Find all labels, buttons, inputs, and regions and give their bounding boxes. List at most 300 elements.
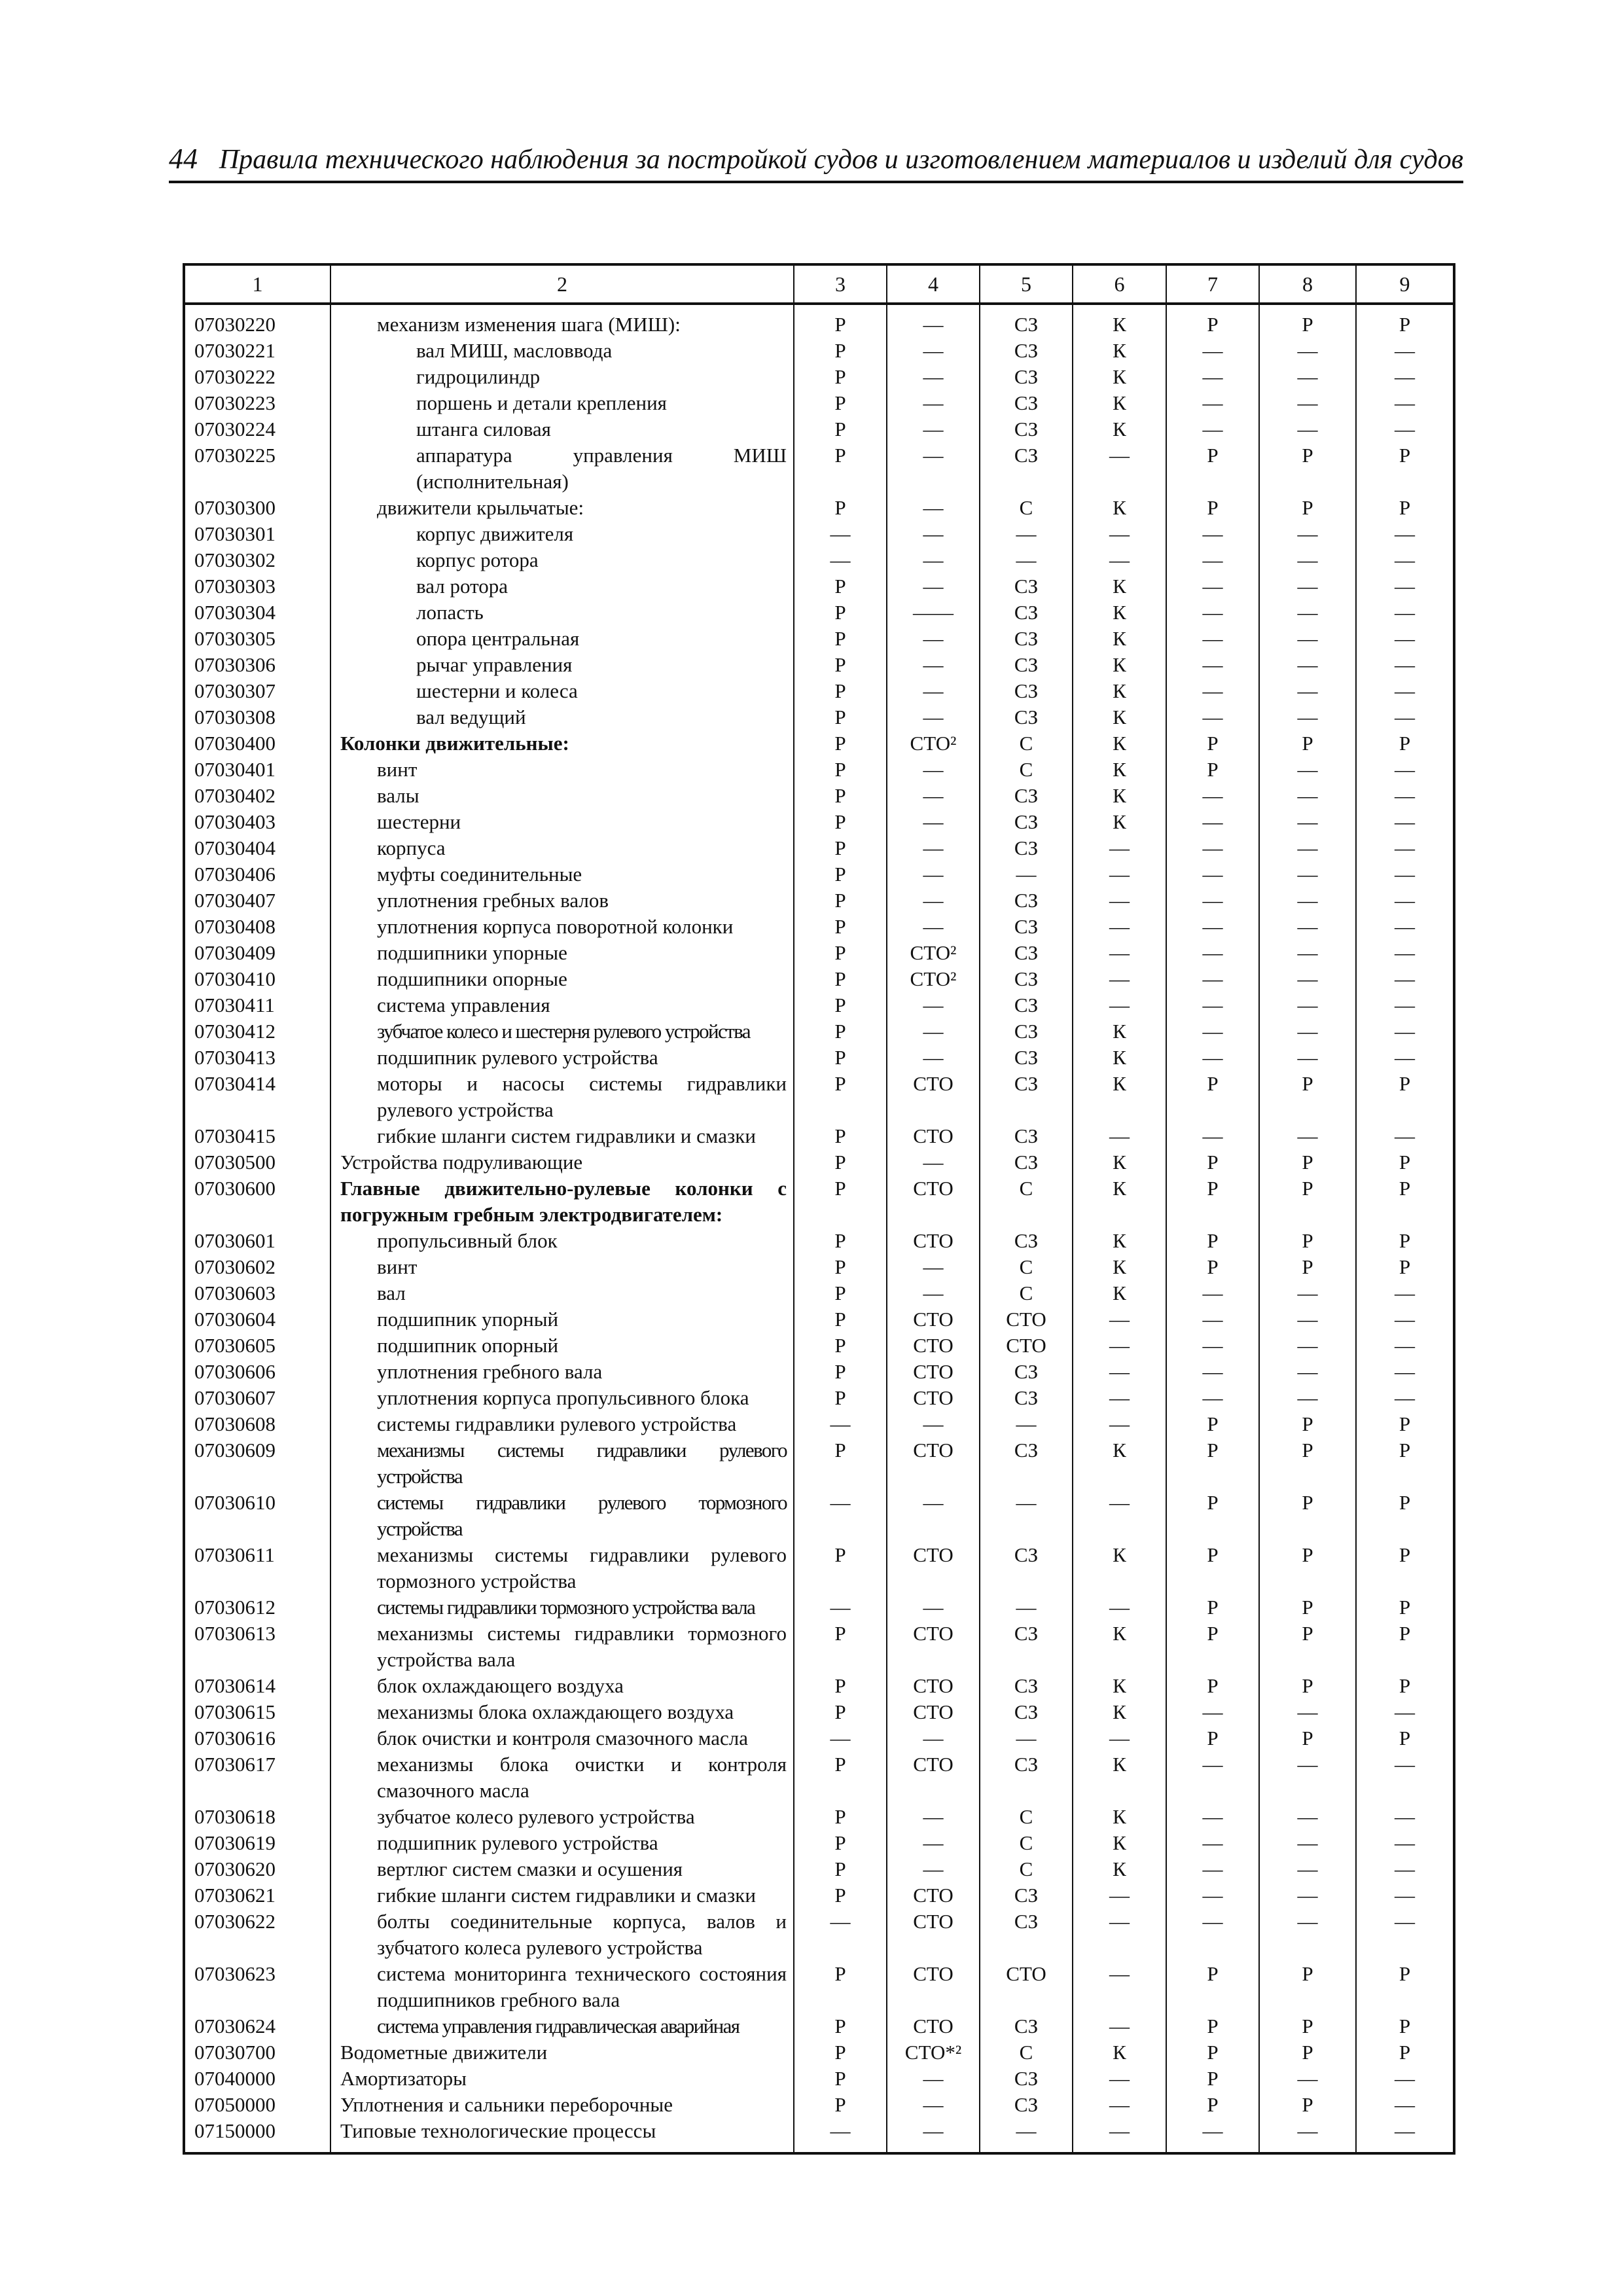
mark-cell: Р xyxy=(1259,1411,1356,1437)
table-row xyxy=(184,1306,1454,1333)
mark-cell: — xyxy=(1356,966,1454,992)
mark-cell: — xyxy=(887,861,980,888)
mark-cell: Р xyxy=(1259,2039,1356,2066)
mark-cell: Р xyxy=(1356,1175,1454,1228)
mark-cell: — xyxy=(1073,547,1166,573)
mark-cell: — xyxy=(1073,966,1166,992)
mark-cell: — xyxy=(1166,704,1259,730)
mark-cell: СТО xyxy=(887,1359,980,1385)
mark-cell: — xyxy=(1259,783,1356,809)
mark-cell: — xyxy=(1356,757,1454,783)
table-row xyxy=(184,1830,1454,1856)
mark-cell: — xyxy=(887,704,980,730)
mark-cell: Р xyxy=(1166,730,1259,757)
mark-cell: — xyxy=(980,547,1073,573)
item-name: Колонки движительные: xyxy=(330,730,794,757)
item-name: механизмы системы гидравлики тормозного устройства вала xyxy=(330,1621,794,1673)
mark-cell: — xyxy=(1166,338,1259,364)
mark-cell: — xyxy=(1259,809,1356,835)
item-name: пропульсивный блок xyxy=(330,1228,794,1254)
mark-cell: Р xyxy=(1166,757,1259,783)
mark-cell: СЗ xyxy=(980,1751,1073,1804)
mark-cell: — xyxy=(1259,1280,1356,1306)
mark-cell: СЗ xyxy=(980,1673,1073,1699)
mark-cell: — xyxy=(887,1725,980,1751)
item-name: механизмы блока охлаждающего воздуха xyxy=(330,1699,794,1725)
mark-cell: — xyxy=(1166,573,1259,600)
item-name: корпус ротора xyxy=(330,547,794,573)
item-code: 07030224 xyxy=(184,416,330,442)
mark-cell: СЗ xyxy=(980,1882,1073,1909)
item-name: уплотнения корпуса пропульсивного блока xyxy=(330,1385,794,1411)
table-row xyxy=(184,1673,1454,1699)
item-name: система управления гидравлическая аварийная xyxy=(330,2013,794,2039)
table-row xyxy=(184,1542,1454,1594)
item-code: 07030600 xyxy=(184,1175,330,1228)
mark-cell: — xyxy=(1356,1018,1454,1045)
mark-cell: К xyxy=(1073,2039,1166,2066)
item-name: корпус движителя xyxy=(330,521,794,547)
mark-cell: Р xyxy=(794,992,887,1018)
item-code: 07030307 xyxy=(184,678,330,704)
mark-cell: — xyxy=(1166,1751,1259,1804)
mark-cell: — xyxy=(1259,1018,1356,1045)
mark-cell: СЗ xyxy=(980,1228,1073,1254)
mark-cell: — xyxy=(1259,914,1356,940)
item-name: Водометные движители xyxy=(330,2039,794,2066)
item-code: 07030221 xyxy=(184,338,330,364)
mark-cell: Р xyxy=(794,442,887,495)
mark-cell: — xyxy=(1259,1359,1356,1385)
mark-cell: — xyxy=(1073,1909,1166,1961)
mark-cell: Р xyxy=(1356,1071,1454,1123)
table-row xyxy=(184,1856,1454,1882)
mark-cell: Р xyxy=(1166,1725,1259,1751)
mark-cell: К xyxy=(1073,757,1166,783)
mark-cell: — xyxy=(1356,1306,1454,1333)
mark-cell: С xyxy=(980,495,1073,521)
item-code-table xyxy=(183,263,1455,2155)
table-row xyxy=(184,1018,1454,1045)
table-row xyxy=(184,1149,1454,1175)
mark-cell: — xyxy=(887,888,980,914)
mark-cell: Р xyxy=(1259,495,1356,521)
mark-cell: СЗ xyxy=(980,914,1073,940)
mark-cell: — xyxy=(1356,1123,1454,1149)
mark-cell: — xyxy=(1356,1359,1454,1385)
mark-cell: К xyxy=(1073,1804,1166,1830)
mark-cell: — xyxy=(1259,364,1356,390)
mark-cell: — xyxy=(887,914,980,940)
mark-cell: К xyxy=(1073,338,1166,364)
mark-cell: — xyxy=(980,521,1073,547)
mark-cell: СЗ xyxy=(980,783,1073,809)
table-row xyxy=(184,547,1454,573)
mark-cell: — xyxy=(1073,888,1166,914)
mark-cell: К xyxy=(1073,1280,1166,1306)
mark-cell: — xyxy=(1166,364,1259,390)
item-name: Амортизаторы xyxy=(330,2066,794,2092)
table-row xyxy=(184,1804,1454,1830)
table-row xyxy=(184,1385,1454,1411)
table-row xyxy=(184,1437,1454,1490)
mark-cell: Р xyxy=(794,626,887,652)
table-row xyxy=(184,1333,1454,1359)
mark-cell: СТО xyxy=(887,1071,980,1123)
mark-cell: СТО xyxy=(887,1542,980,1594)
table-row xyxy=(184,1490,1454,1542)
mark-cell: — xyxy=(980,1725,1073,1751)
mark-cell: — xyxy=(1259,547,1356,573)
mark-cell: — xyxy=(1166,600,1259,626)
mark-cell: Р xyxy=(794,2039,887,2066)
mark-cell: Р xyxy=(794,966,887,992)
mark-cell: — xyxy=(1356,861,1454,888)
mark-cell: — xyxy=(887,1045,980,1071)
mark-cell: — xyxy=(1259,1045,1356,1071)
item-code: 07030603 xyxy=(184,1280,330,1306)
mark-cell: С xyxy=(980,1280,1073,1306)
mark-cell: СЗ xyxy=(980,992,1073,1018)
mark-cell: Р xyxy=(1259,1961,1356,2013)
mark-cell: Р xyxy=(1356,2039,1454,2066)
mark-cell: — xyxy=(1073,1385,1166,1411)
mark-cell: — xyxy=(1356,364,1454,390)
mark-cell: — xyxy=(980,2118,1073,2153)
mark-cell: — xyxy=(1259,2118,1356,2153)
item-code: 07030611 xyxy=(184,1542,330,1594)
mark-cell: Р xyxy=(794,783,887,809)
mark-cell: — xyxy=(1073,1961,1166,2013)
mark-cell: — xyxy=(1259,861,1356,888)
mark-cell: СЗ xyxy=(980,1542,1073,1594)
mark-cell: Р xyxy=(794,573,887,600)
mark-cell: К xyxy=(1073,1175,1166,1228)
table-row xyxy=(184,1725,1454,1751)
mark-cell: Р xyxy=(794,1437,887,1490)
mark-cell: — xyxy=(1356,1804,1454,1830)
item-code: 07030302 xyxy=(184,547,330,573)
mark-cell: Р xyxy=(1356,1228,1454,1254)
table-row xyxy=(184,1909,1454,1961)
mark-cell: — xyxy=(980,1490,1073,1542)
mark-cell: — xyxy=(1259,757,1356,783)
table-row xyxy=(184,521,1454,547)
mark-cell: — xyxy=(1356,914,1454,940)
mark-cell: — xyxy=(1166,914,1259,940)
mark-cell: — xyxy=(1356,600,1454,626)
item-code: 07030617 xyxy=(184,1751,330,1804)
mark-cell: С xyxy=(980,757,1073,783)
mark-cell: — xyxy=(887,835,980,861)
mark-cell: — xyxy=(887,547,980,573)
mark-cell: К xyxy=(1073,626,1166,652)
item-code: 07030612 xyxy=(184,1594,330,1621)
mark-cell: — xyxy=(1259,1882,1356,1909)
item-code: 07150000 xyxy=(184,2118,330,2153)
table-row xyxy=(184,1751,1454,1804)
mark-cell: — xyxy=(1166,390,1259,416)
mark-cell: — xyxy=(1259,1804,1356,1830)
mark-cell: — xyxy=(1259,600,1356,626)
mark-cell: Р xyxy=(794,364,887,390)
mark-cell: СЗ xyxy=(980,1071,1073,1123)
mark-cell: — xyxy=(887,2118,980,2153)
mark-cell: К xyxy=(1073,783,1166,809)
item-code: 07030500 xyxy=(184,1149,330,1175)
mark-cell: Р xyxy=(794,1175,887,1228)
mark-cell: Р xyxy=(1259,1673,1356,1699)
item-name: движители крыльчатые: xyxy=(330,495,794,521)
mark-cell: — xyxy=(794,2118,887,2153)
mark-cell: — xyxy=(1259,338,1356,364)
mark-cell: Р xyxy=(1166,2039,1259,2066)
mark-cell: Р xyxy=(1259,1621,1356,1673)
mark-cell: — xyxy=(1259,888,1356,914)
column-header: 1 xyxy=(184,264,330,304)
mark-cell: — xyxy=(1166,626,1259,652)
table-row xyxy=(184,914,1454,940)
mark-cell: СЗ xyxy=(980,1359,1073,1385)
mark-cell: — xyxy=(1259,1751,1356,1804)
mark-cell: С xyxy=(980,1175,1073,1228)
mark-cell: — xyxy=(1259,626,1356,652)
mark-cell: СЗ xyxy=(980,600,1073,626)
mark-cell: — xyxy=(1166,809,1259,835)
mark-cell: — xyxy=(1356,809,1454,835)
mark-cell: — xyxy=(887,338,980,364)
mark-cell: СТО² xyxy=(887,940,980,966)
mark-cell: Р xyxy=(794,1045,887,1071)
column-header: 3 xyxy=(794,264,887,304)
item-name: Типовые технологические процессы xyxy=(330,2118,794,2153)
mark-cell: — xyxy=(1356,521,1454,547)
mark-cell: К xyxy=(1073,1699,1166,1725)
mark-cell: — xyxy=(887,416,980,442)
mark-cell: СТО xyxy=(887,1751,980,1804)
mark-cell: — xyxy=(1073,2066,1166,2092)
mark-cell: — xyxy=(887,652,980,678)
mark-cell: Р xyxy=(1356,304,1454,338)
mark-cell: Р xyxy=(794,495,887,521)
mark-cell: СТО xyxy=(980,1306,1073,1333)
mark-cell: К xyxy=(1073,573,1166,600)
mark-cell: — xyxy=(887,1490,980,1542)
item-name: подшипники упорные xyxy=(330,940,794,966)
mark-cell: Р xyxy=(1356,1490,1454,1542)
mark-cell: — xyxy=(887,757,980,783)
page-header xyxy=(169,140,1463,183)
mark-cell: — xyxy=(887,1149,980,1175)
mark-cell: — xyxy=(794,1594,887,1621)
mark-cell: — xyxy=(794,1490,887,1542)
mark-cell: — xyxy=(1073,1411,1166,1437)
item-code: 07030222 xyxy=(184,364,330,390)
table-row xyxy=(184,1228,1454,1254)
item-code: 07030301 xyxy=(184,521,330,547)
mark-cell: — xyxy=(980,1594,1073,1621)
column-header: 8 xyxy=(1259,264,1356,304)
mark-cell: Р xyxy=(1166,2092,1259,2118)
mark-cell: — xyxy=(1259,1333,1356,1359)
mark-cell: Р xyxy=(1356,1594,1454,1621)
mark-cell: Р xyxy=(1166,1673,1259,1699)
mark-cell: К xyxy=(1073,1751,1166,1804)
mark-cell: СТО xyxy=(887,1673,980,1699)
mark-cell: Р xyxy=(794,1961,887,2013)
table-row xyxy=(184,338,1454,364)
item-code: 07030308 xyxy=(184,704,330,730)
mark-cell: — xyxy=(1166,1856,1259,1882)
mark-cell: — xyxy=(887,1804,980,1830)
mark-cell: Р xyxy=(1356,1961,1454,2013)
mark-cell: СЗ xyxy=(980,390,1073,416)
mark-cell: СТО² xyxy=(887,966,980,992)
item-name: болты соединительные корпуса, валов и зубчатого колеса рулевого устройства xyxy=(330,1909,794,1961)
mark-cell: — xyxy=(1166,1699,1259,1725)
item-code: 07030607 xyxy=(184,1385,330,1411)
item-name: системы гидравлики рулевого устройства xyxy=(330,1411,794,1437)
mark-cell: Р xyxy=(1259,1725,1356,1751)
mark-cell: К xyxy=(1073,678,1166,704)
item-name: муфты соединительные xyxy=(330,861,794,888)
mark-cell: Р xyxy=(1356,1621,1454,1673)
mark-cell: — xyxy=(1259,1123,1356,1149)
item-code: 07030412 xyxy=(184,1018,330,1045)
mark-cell: К xyxy=(1073,304,1166,338)
mark-cell: К xyxy=(1073,364,1166,390)
mark-cell: Р xyxy=(1166,2013,1259,2039)
running-title: Правила технического наблюдения за постройкой судов и изготовлением материалов и изделий для судов xyxy=(219,145,1463,175)
mark-cell: — xyxy=(1356,416,1454,442)
mark-cell: Р xyxy=(1356,1149,1454,1175)
item-code: 07030406 xyxy=(184,861,330,888)
mark-cell: — xyxy=(1166,1882,1259,1909)
mark-cell: — xyxy=(1073,914,1166,940)
mark-cell: К xyxy=(1073,704,1166,730)
table-row xyxy=(184,442,1454,495)
mark-cell: Р xyxy=(794,416,887,442)
table-row xyxy=(184,1071,1454,1123)
item-name: гибкие шланги систем гидравлики и смазки xyxy=(330,1882,794,1909)
mark-cell: Р xyxy=(794,2092,887,2118)
mark-cell: Р xyxy=(794,304,887,338)
mark-cell: Р xyxy=(1259,1175,1356,1228)
item-name: аппаратура управления МИШ (исполнительная) xyxy=(330,442,794,495)
mark-cell: СЗ xyxy=(980,704,1073,730)
mark-cell: — xyxy=(1259,940,1356,966)
mark-cell: — xyxy=(1356,888,1454,914)
mark-cell: — xyxy=(1166,547,1259,573)
mark-cell: — xyxy=(1073,861,1166,888)
item-code: 07030410 xyxy=(184,966,330,992)
mark-cell: — xyxy=(1356,1699,1454,1725)
mark-cell: СТО xyxy=(887,1385,980,1411)
mark-cell: — xyxy=(1073,835,1166,861)
mark-cell: Р xyxy=(794,1751,887,1804)
mark-cell: — xyxy=(1356,2066,1454,2092)
mark-cell: — xyxy=(1259,1385,1356,1411)
mark-cell: СЗ xyxy=(980,1123,1073,1149)
mark-cell: Р xyxy=(794,1254,887,1280)
item-name: валы xyxy=(330,783,794,809)
item-code: 07030613 xyxy=(184,1621,330,1673)
item-code: 07030622 xyxy=(184,1909,330,1961)
mark-cell: Р xyxy=(1259,1490,1356,1542)
mark-cell: Р xyxy=(1259,1071,1356,1123)
mark-cell: Р xyxy=(1166,1254,1259,1280)
item-name: подшипник рулевого устройства xyxy=(330,1045,794,1071)
table-body xyxy=(184,304,1454,2153)
mark-cell: — xyxy=(1166,940,1259,966)
mark-cell: — xyxy=(887,495,980,521)
mark-cell: К xyxy=(1073,1045,1166,1071)
mark-cell: — xyxy=(1166,652,1259,678)
mark-cell: — xyxy=(1073,1359,1166,1385)
mark-cell: — xyxy=(1356,992,1454,1018)
mark-cell: СЗ xyxy=(980,940,1073,966)
mark-cell: — xyxy=(1356,1909,1454,1961)
mark-cell: Р xyxy=(1166,1175,1259,1228)
item-code: 07030306 xyxy=(184,652,330,678)
item-name: вертлюг систем смазки и осушения xyxy=(330,1856,794,1882)
mark-cell: — xyxy=(887,1280,980,1306)
mark-cell: СЗ xyxy=(980,416,1073,442)
mark-cell: С xyxy=(980,1830,1073,1856)
mark-cell: Р xyxy=(794,652,887,678)
mark-cell: Р xyxy=(794,678,887,704)
mark-cell: СТО xyxy=(980,1961,1073,2013)
mark-cell: Р xyxy=(1356,442,1454,495)
item-name: вал МИШ, масловвода xyxy=(330,338,794,364)
mark-cell: —— xyxy=(887,600,980,626)
mark-cell: СТО xyxy=(980,1333,1073,1359)
mark-cell: Р xyxy=(1259,442,1356,495)
mark-cell: — xyxy=(1166,1909,1259,1961)
mark-cell: — xyxy=(887,1830,980,1856)
table-row xyxy=(184,2118,1454,2153)
mark-cell: — xyxy=(1356,390,1454,416)
mark-cell: К xyxy=(1073,390,1166,416)
table-row xyxy=(184,573,1454,600)
mark-cell: Р xyxy=(794,757,887,783)
mark-cell: — xyxy=(887,1856,980,1882)
mark-cell: К xyxy=(1073,1856,1166,1882)
mark-cell: Р xyxy=(1259,304,1356,338)
item-name: лопасть xyxy=(330,600,794,626)
mark-cell: Р xyxy=(1166,1490,1259,1542)
mark-cell: Р xyxy=(794,1228,887,1254)
mark-cell: Р xyxy=(794,809,887,835)
item-name: гидроцилиндр xyxy=(330,364,794,390)
mark-cell: С xyxy=(980,1254,1073,1280)
table-row xyxy=(184,1280,1454,1306)
mark-cell: — xyxy=(887,364,980,390)
mark-cell: — xyxy=(1073,2013,1166,2039)
mark-cell: Р xyxy=(1259,2013,1356,2039)
table-row xyxy=(184,1594,1454,1621)
mark-cell: Р xyxy=(1259,1542,1356,1594)
mark-cell: — xyxy=(1356,1830,1454,1856)
column-header: 7 xyxy=(1166,264,1259,304)
item-code: 07030601 xyxy=(184,1228,330,1254)
item-name: подшипник опорный xyxy=(330,1333,794,1359)
item-name: зубчатое колесо рулевого устройства xyxy=(330,1804,794,1830)
item-name: Уплотнения и сальники переборочные xyxy=(330,2092,794,2118)
item-name: опора центральная xyxy=(330,626,794,652)
mark-cell: СТО xyxy=(887,1882,980,1909)
mark-cell: — xyxy=(1166,835,1259,861)
